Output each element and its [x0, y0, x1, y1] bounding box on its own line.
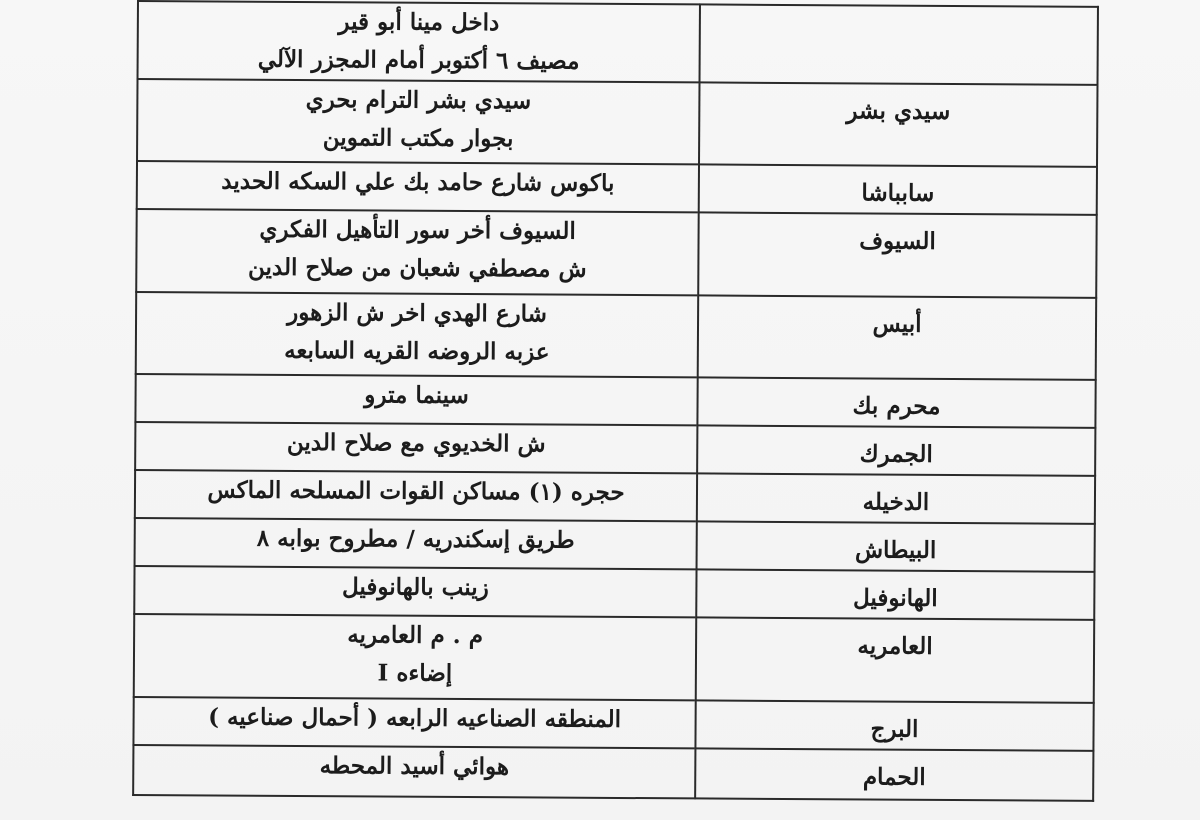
address-cell — [133, 697, 695, 748]
address-cell — [138, 1, 700, 82]
area-name: البرج — [870, 715, 919, 743]
address-line: م . م العامريه — [347, 621, 484, 650]
address-cell — [135, 518, 697, 569]
address-cell — [136, 292, 698, 377]
table-row — [136, 209, 1096, 298]
area-name: محرم بك — [852, 392, 941, 420]
table-row — [134, 614, 1094, 703]
table-row — [136, 292, 1096, 380]
address-cell — [136, 209, 698, 295]
address-line: سيدي بشر الترام بحري — [305, 86, 532, 115]
area-name: سيدي بشر — [846, 97, 951, 125]
address-line: ش مصطفي شعبان من صلاح الدين — [247, 253, 587, 283]
address-line: باكوس شارع حامد بك علي السكه الحديد — [221, 167, 615, 197]
address-line: زينب بالهانوفيل — [341, 573, 489, 602]
address-line: داخل مينا أبو قير — [338, 8, 500, 37]
area-cell — [697, 377, 1095, 427]
area-cell — [699, 164, 1097, 214]
address-cell — [134, 566, 696, 617]
table-row — [135, 470, 1095, 524]
table-row — [135, 422, 1095, 476]
table-row — [137, 79, 1097, 167]
area-cell — [696, 569, 1094, 619]
area-cell — [697, 473, 1095, 523]
table-row — [135, 518, 1095, 572]
address-cell — [135, 470, 697, 521]
area-name: الجمرك — [859, 440, 933, 468]
area-cell — [695, 748, 1093, 800]
address-cell — [134, 614, 696, 700]
address-cell — [133, 745, 695, 798]
area-cell — [696, 617, 1094, 702]
table-row — [138, 1, 1098, 85]
area-cell — [695, 700, 1093, 750]
table-row — [133, 697, 1093, 751]
address-line: المنطقه الصناعيه الرابعه ( أحمال صناعيه ) — [208, 703, 622, 733]
address-cell — [137, 161, 699, 212]
locations-table-wrapper — [132, 0, 1081, 802]
area-cell — [698, 212, 1096, 297]
address-line: مصيف ٦ أكتوبر أمام المجزر الآلي — [257, 45, 580, 75]
address-cell — [135, 422, 697, 473]
area-name: السيوف — [859, 227, 936, 255]
table-row — [133, 745, 1093, 801]
address-line: السيوف أخر سور التأهيل الفكري — [259, 215, 576, 245]
address-line: شارع الهدي اخر ش الزهور — [287, 298, 548, 328]
area-cell — [697, 425, 1095, 475]
table-row — [135, 374, 1095, 428]
table-row — [137, 161, 1097, 215]
table-row — [134, 566, 1094, 620]
address-line: ش الخديوي مع صلاح الدين — [286, 428, 546, 458]
area-name: أبيس — [872, 310, 922, 338]
address-line: سينما مترو — [364, 381, 469, 410]
area-name: البيطاش — [854, 536, 937, 564]
address-line: عزبه الروضه القريه السابعه — [284, 336, 550, 366]
area-name: الدخيله — [862, 488, 930, 516]
area-cell — [700, 4, 1098, 84]
locations-table — [132, 0, 1099, 802]
address-line: إضاءه I — [377, 659, 453, 687]
address-line: بجوار مكتب التموين — [322, 124, 514, 153]
address-line: طريق إسكندريه / مطروح بوابه ٨ — [256, 524, 575, 554]
area-name: الهانوفيل — [852, 584, 938, 612]
area-cell — [697, 521, 1095, 571]
area-name: سابباشا — [861, 179, 935, 207]
area-cell — [699, 82, 1097, 166]
address-line: هوائي أسيد المحطه — [319, 752, 510, 781]
address-line: حجره (١) مساكن القوات المسلحه الماكس — [207, 476, 625, 506]
area-name: الحمام — [862, 763, 926, 791]
address-cell — [135, 374, 697, 425]
address-cell — [137, 79, 699, 164]
locations-table-body — [133, 1, 1098, 801]
area-cell — [698, 295, 1096, 379]
area-name: العامريه — [857, 632, 933, 660]
